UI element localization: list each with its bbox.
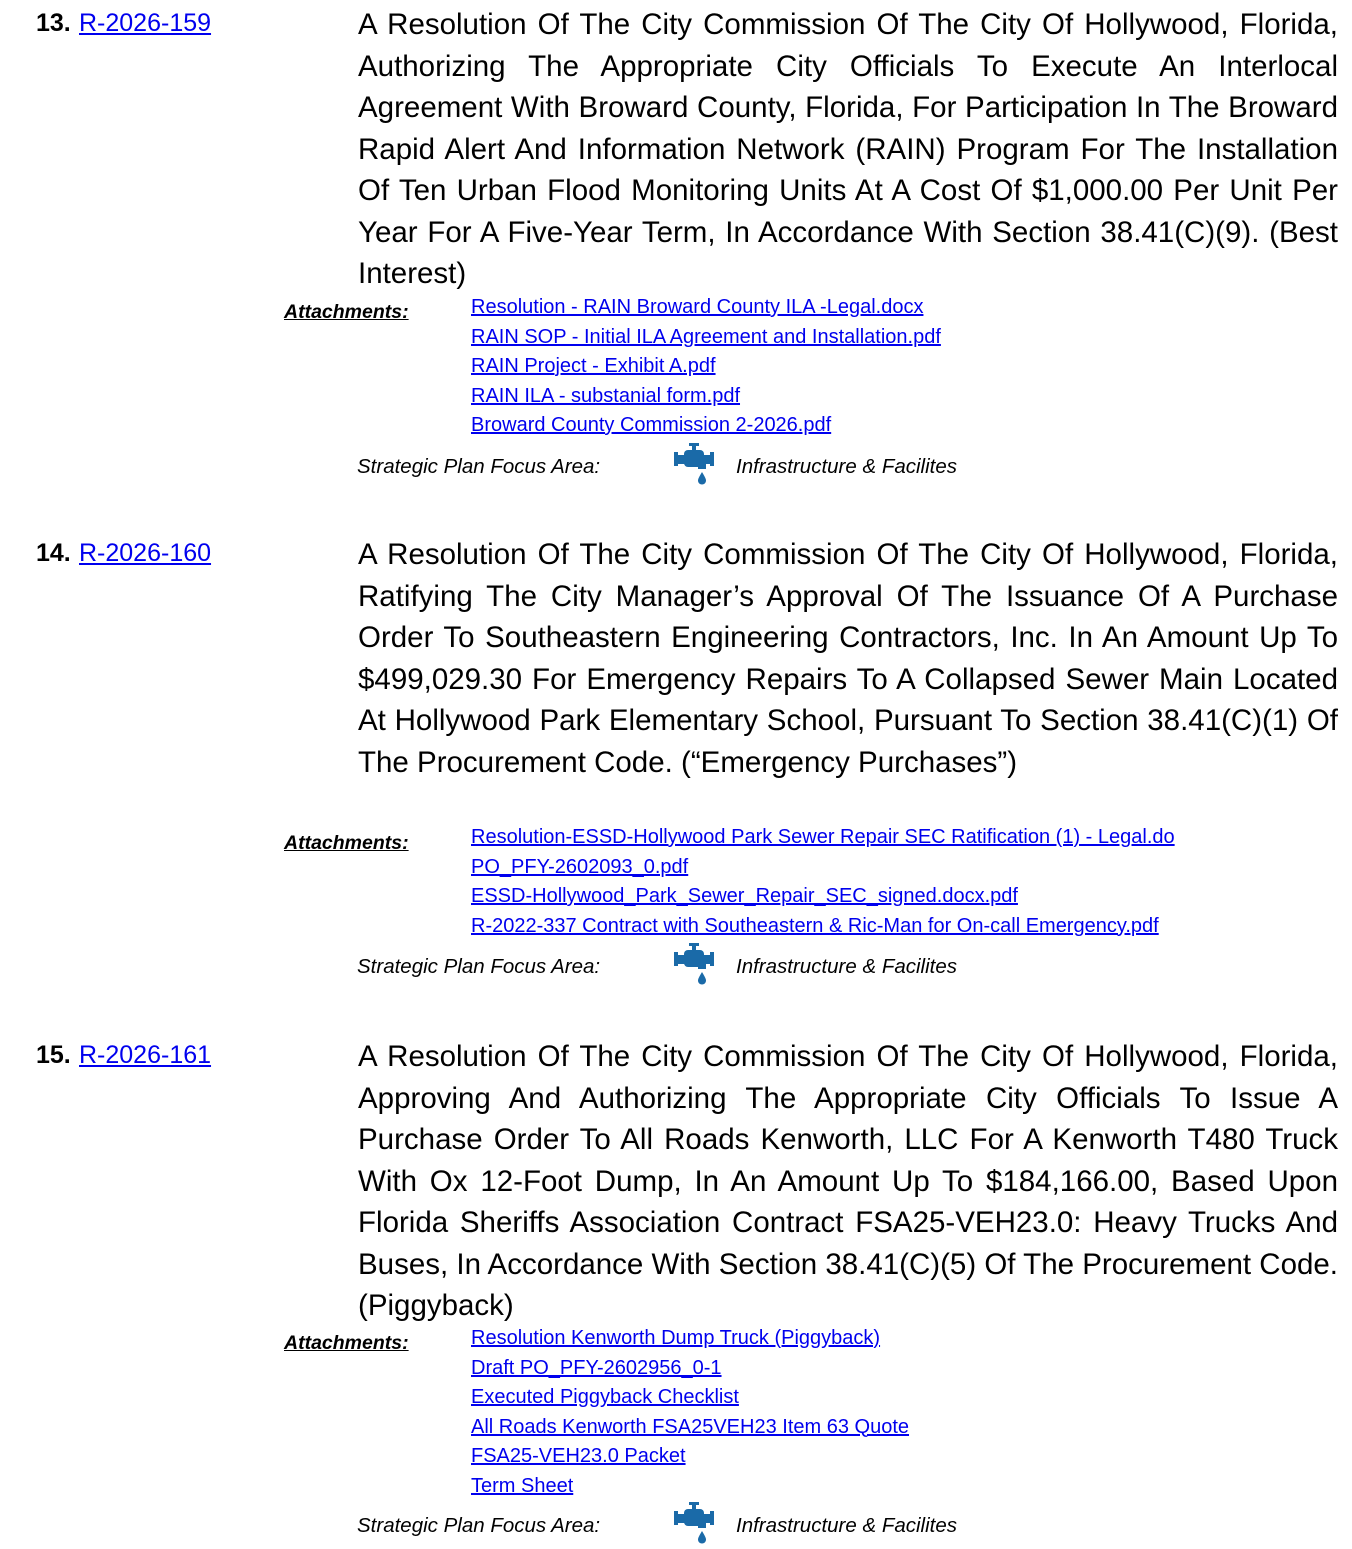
attachment-item (471, 853, 1175, 883)
attachment-link[interactable]: Broward County Commission 2-2026.pdf (471, 414, 832, 436)
attachment-item (471, 1354, 909, 1384)
attachment-item (471, 823, 1175, 853)
attachment-item (471, 382, 941, 412)
attachment-link[interactable]: RAIN SOP - Initial ILA Agreement and Installation.pdf (471, 325, 941, 348)
attachment-item (471, 1383, 909, 1413)
attachments-list (471, 293, 941, 441)
item-file-link[interactable]: R-2026-159 (79, 9, 212, 37)
item-title: A Resolution Of The City Commission Of The City Of Hollywood, Florida, Authorizing The Appropriate City Officials To Execute An Interlocal Agreement With Broward County, Florida, For Participation In The Broward Rapid Alert And Information Network (RAIN) Program For The Installation Of Ten Urban Flood Monitoring Units At A Cost Of $1,000.00 Per Unit Per Year For A Five-Year Term, In Accordance With Section 38.41(C)(9). (Best Interest) (358, 8, 1338, 290)
attachment-item (471, 1324, 909, 1354)
attachments-label: Attachments: (284, 301, 409, 323)
attachment-item (471, 1442, 909, 1472)
attachment-item (471, 912, 1175, 942)
attachment-link[interactable]: RAIN Project - Exhibit A.pdf (471, 355, 716, 377)
focus-area-label: Strategic Plan Focus Area: (357, 955, 601, 978)
attachment-item (471, 882, 1175, 912)
attachment-link[interactable]: RAIN ILA - substanial form.pdf (471, 384, 741, 407)
attachment-item (471, 1472, 909, 1502)
attachment-link[interactable]: Resolution Kenworth Dump Truck (Piggyback) (471, 1327, 881, 1349)
item-title: A Resolution Of The City Commission Of The City Of Hollywood, Florida, Approving And Authorizing The Appropriate City Officials To Issue A Purchase Order To All Roads Kenworth, LLC For A Kenworth T480 Truck With Ox 12-Foot Dump, In An Amount Up To $184,166.00, Based Upon Florida Sheriffs Association Contract FSA25-VEH23.0: Heavy Trucks And Buses, In Accordance With Section 38.41(C)(5) Of The Procurement Code. (Piggyback) (358, 1040, 1338, 1322)
attachment-item (471, 323, 941, 353)
item-title: A Resolution Of The City Commission Of The City Of Hollywood, Florida, Ratifying The City Manager’s Approval Of The Issuance Of A Purchase Order To Southeastern Engineering Contractors, Inc. In An Amount Up To $499,029.30 For Emergency Repairs To A Collapsed Sewer Main Located At Hollywood Park Elementary School, Pursuant To Section 38.41(C)(1) Of The Procurement Code. (“Emergency Purchases”) (358, 538, 1338, 779)
focus-area-value: Infrastructure & Facilites (736, 455, 958, 478)
water-faucet-icon (672, 1500, 716, 1544)
attachments-label: Attachments: (284, 832, 409, 854)
attachments-list (471, 823, 1175, 941)
item-number: 14. (36, 539, 71, 567)
attachment-link[interactable]: FSA25-VEH23.0 Packet (471, 1445, 686, 1467)
attachment-link[interactable]: Executed Piggyback Checklist (471, 1386, 739, 1408)
focus-area-value: Infrastructure & Facilites (736, 955, 958, 978)
attachment-link[interactable]: Draft PO_PFY-2602956_0-1 (471, 1356, 722, 1379)
attachment-item (471, 1413, 909, 1443)
item-file-link[interactable]: R-2026-160 (79, 539, 212, 567)
focus-area-label: Strategic Plan Focus Area: (357, 455, 601, 478)
water-faucet-icon (672, 941, 716, 985)
attachment-item (471, 352, 941, 382)
attachment-link[interactable]: ESSD-Hollywood_Park_Sewer_Repair_SEC_signed.docx.pdf (471, 885, 1018, 907)
attachments-list (471, 1324, 909, 1501)
attachment-link[interactable]: Term Sheet (471, 1474, 574, 1497)
attachment-link[interactable]: All Roads Kenworth FSA25VEH23 Item 63 Quote (471, 1415, 910, 1438)
attachment-link[interactable]: R-2022-337 Contract with Southeastern & Ric-Man for On-call Emergency.pdf (471, 914, 1159, 937)
item-number: 15. (36, 1041, 71, 1069)
attachment-item (471, 411, 941, 441)
item-number: 13. (36, 9, 71, 37)
water-faucet-icon (672, 441, 716, 485)
attachment-item (471, 293, 941, 323)
item-file-link[interactable]: R-2026-161 (79, 1041, 212, 1069)
attachment-link[interactable]: Resolution-ESSD-Hollywood Park Sewer Repair SEC Ratification (1) - Legal.do (471, 826, 1175, 848)
focus-area-value: Infrastructure & Facilites (736, 1514, 958, 1537)
attachment-link[interactable]: PO_PFY-2602093_0.pdf (471, 855, 689, 878)
attachment-link[interactable]: Resolution - RAIN Broward County ILA -Legal.docx (471, 296, 924, 318)
focus-area-label: Strategic Plan Focus Area: (357, 1514, 601, 1537)
attachments-label: Attachments: (284, 1332, 409, 1354)
